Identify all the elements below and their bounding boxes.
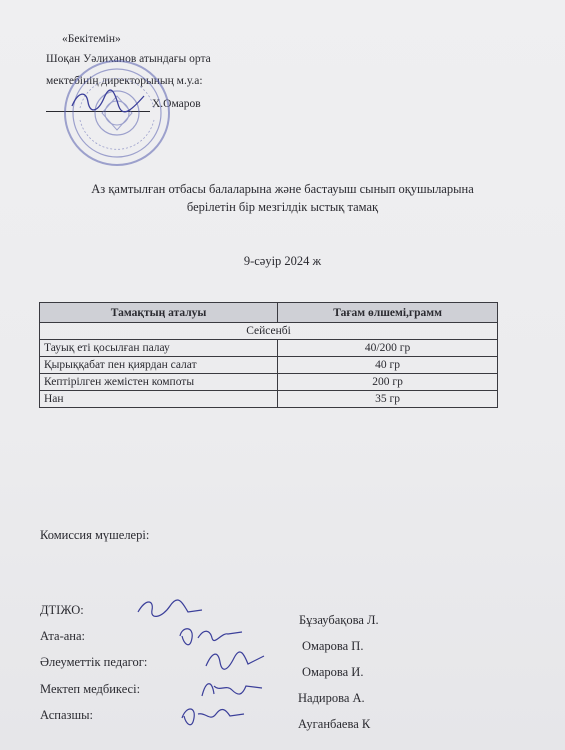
approval-line1: Шоқан Уәлиханов атындағы орта xyxy=(46,53,211,65)
title-line1: Аз қамтылған отбасы балаларына және бастауыш сынып оқушыларына xyxy=(91,182,474,196)
member-role: Ата-ана: xyxy=(40,629,85,643)
member-signature-icon xyxy=(132,596,204,622)
document-date: 9-сәуір 2024 ж xyxy=(243,254,322,268)
member-role: Әлеуметтік педагог: xyxy=(40,655,148,669)
member-name: Надирова А. xyxy=(298,691,365,705)
table-header-row xyxy=(40,303,498,323)
menu-table xyxy=(39,302,498,408)
dish-amount: 40/200 гр xyxy=(278,340,498,357)
dish-name: Нан xyxy=(40,391,278,408)
member-signature-icon xyxy=(200,648,270,674)
table-row xyxy=(40,374,498,391)
approval-label: «Бекітемін» xyxy=(62,33,121,45)
member-role: Мектеп медбикесі: xyxy=(40,682,141,696)
table-row xyxy=(40,357,498,374)
table-day-row xyxy=(40,323,498,340)
table-row xyxy=(40,391,498,408)
dish-name: Тауық еті қосылған палау xyxy=(40,340,278,357)
dish-amount: 40 гр xyxy=(278,357,498,374)
approval-line2: мектебінің директорының м.у.а: xyxy=(46,75,203,87)
member-name: Бұзаубақова Л. xyxy=(299,613,379,627)
column-header-dish: Тамақтың аталуы xyxy=(40,303,278,323)
director-signature-icon xyxy=(68,86,148,116)
member-signature-icon xyxy=(196,676,266,702)
member-name: Ауганбаева К xyxy=(298,717,371,731)
dish-amount: 35 гр xyxy=(278,391,498,408)
commission-label: Комиссия мүшелері: xyxy=(40,528,150,542)
column-header-amount: Тағам өлшемі,грамм xyxy=(278,303,498,323)
member-signature-icon xyxy=(176,702,248,728)
table-row xyxy=(40,340,498,357)
member-signature-icon xyxy=(176,622,248,648)
dish-amount: 200 гр xyxy=(278,374,498,391)
dish-name: Кептірілген жемістен компоты xyxy=(40,374,278,391)
director-name: Х.Омаров xyxy=(152,98,201,110)
weekday-cell: Сейсенбі xyxy=(40,323,498,340)
member-name: Омарова П. xyxy=(302,639,364,653)
member-role: Аспазшы: xyxy=(40,708,93,722)
member-name: Омарова И. xyxy=(302,665,364,679)
member-role: ДТІЖО: xyxy=(40,603,84,617)
title-line2: берілетін бір мезгілдік ыстық тамақ xyxy=(186,200,379,214)
dish-name: Қырыққабат пен қиярдан салат xyxy=(40,357,278,374)
